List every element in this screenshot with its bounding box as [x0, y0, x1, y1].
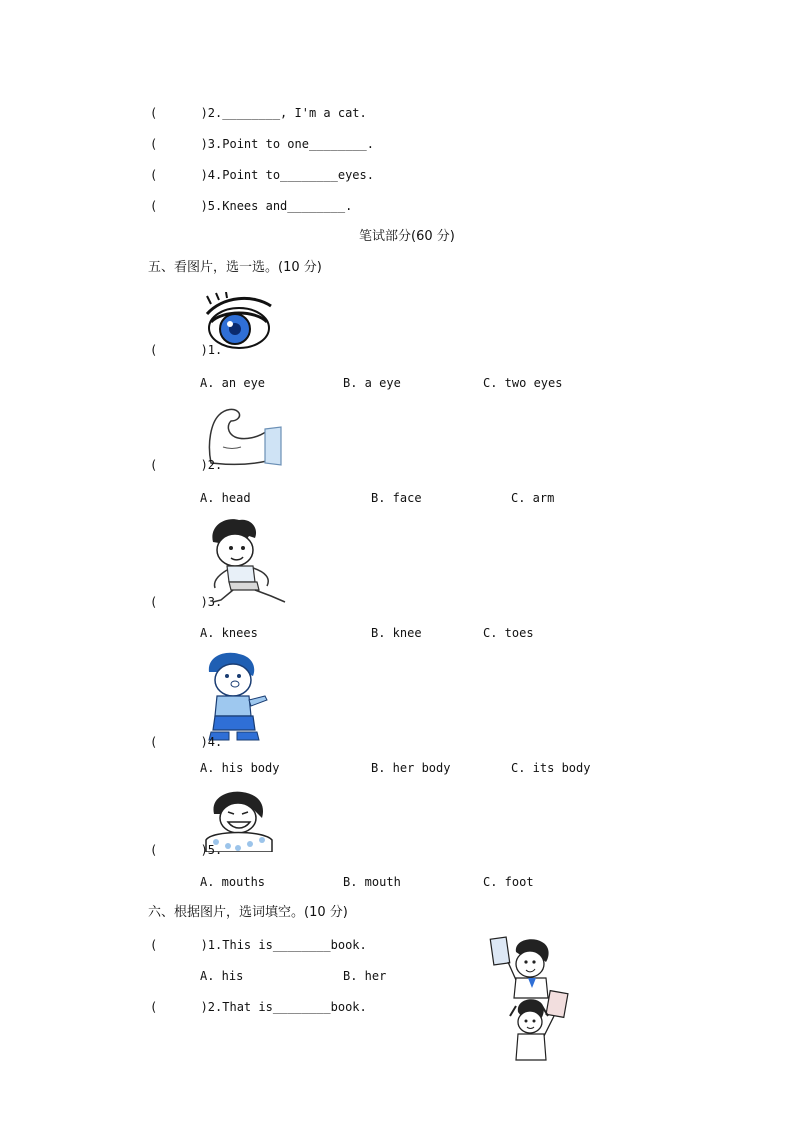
- section6-title: 六、根据图片，选词填空。(10 分): [148, 905, 348, 920]
- section5-title: 五、看图片，选一选。(10 分): [148, 260, 322, 275]
- s6-question-2: ( )2.That is________book.: [150, 1000, 367, 1014]
- written-part-title: 笔试部分(60 分): [359, 229, 455, 244]
- listening-item-2: ( )2.________, I'm a cat.: [150, 106, 367, 120]
- s5-q3-option-a: A. knees: [200, 626, 258, 640]
- s5-question-2-stem: ( )2.: [150, 458, 223, 472]
- kneeling-boy-picture: [205, 516, 289, 606]
- s5-q3-option-b: B. knee: [371, 626, 422, 640]
- s5-q2-option-b: B. face: [371, 491, 422, 505]
- s5-question-1-stem: ( )1.: [150, 343, 223, 357]
- s5-q1-option-b: B. a eye: [343, 376, 401, 390]
- s5-question-5-stem: ( )5.: [150, 843, 223, 857]
- s6-option-a: A. his: [200, 969, 244, 983]
- s6-question-1: ( )1.This is________book.: [150, 938, 367, 952]
- s6-option-b: B. her: [343, 969, 387, 983]
- s5-q5-option-c: C. foot: [483, 875, 534, 889]
- s5-question-3-stem: ( )3.: [150, 595, 223, 609]
- s5-q3-option-c: C. toes: [483, 626, 534, 640]
- listening-item-3: ( )3.Point to one________.: [150, 137, 374, 151]
- s5-q1-option-c: C. two eyes: [483, 376, 563, 390]
- s5-q4-option-a: A. his body: [200, 761, 280, 775]
- boy-pointing-picture: [203, 650, 269, 742]
- s5-question-4-stem: ( )4.: [150, 735, 223, 749]
- s5-q1-option-a: A. an eye: [200, 376, 266, 390]
- s5-q2-option-a: A. head: [200, 491, 251, 505]
- s5-q4-option-b: B. her body: [371, 761, 451, 775]
- s5-q4-option-c: C. its body: [511, 761, 591, 775]
- s5-q5-option-a: A. mouths: [200, 875, 266, 889]
- listening-item-5: ( )5.Knees and________.: [150, 199, 353, 213]
- boy-and-girl-with-books-picture: [488, 932, 576, 1064]
- s5-q2-option-c: C. arm: [511, 491, 555, 505]
- listening-item-4: ( )4.Point to________eyes.: [150, 168, 374, 182]
- s5-q5-option-b: B. mouth: [343, 875, 401, 889]
